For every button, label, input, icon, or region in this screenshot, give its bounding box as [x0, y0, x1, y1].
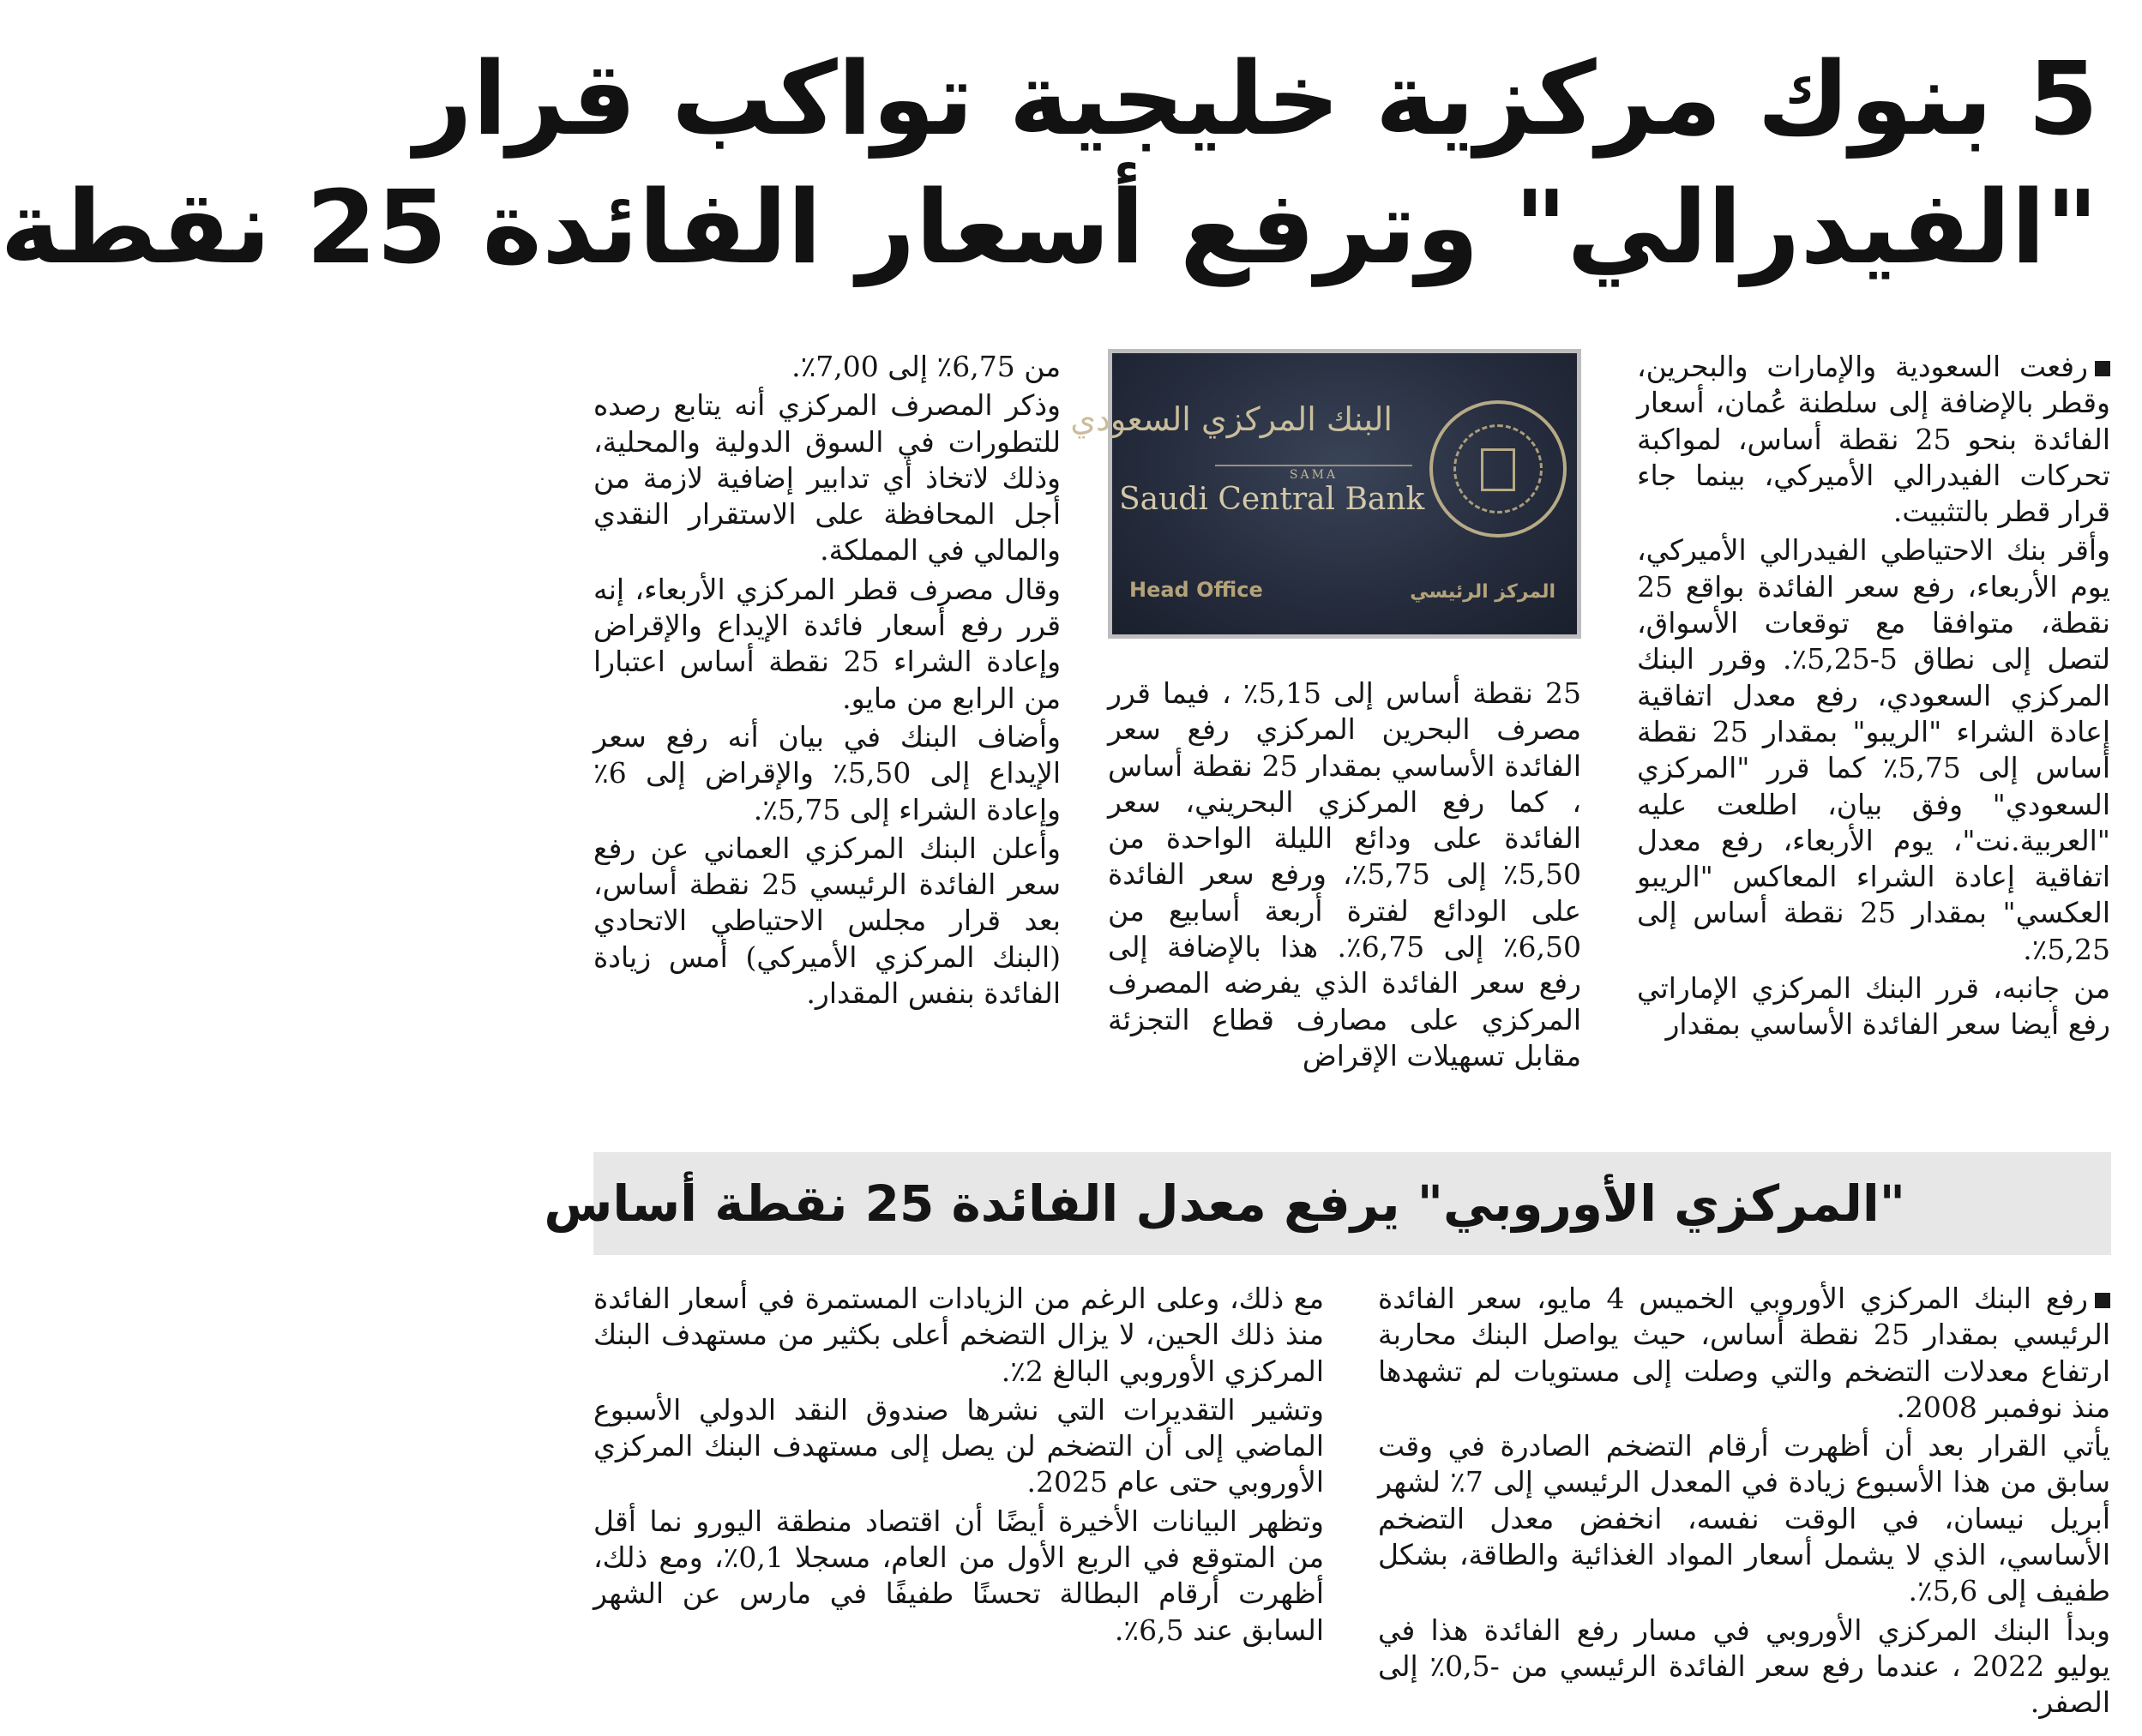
photo-english-name: Saudi Central Bank — [1119, 482, 1425, 517]
subheadline-bar — [544, 1152, 2111, 1255]
paragraph: 25 نقطة أساس إلى 5,15٪ ، فيما قرر مصرف البحرين المركزي رفع سعر الفائدة الأساسي بمقدار 25 نقطة أساس ، كما رفع المركزي البحريني، سعر الفائدة على ودائع الليلة الواحدة من 5,50٪ إلى 5,75٪، ورفع سعر الفائدة على الودائع لفترة أربعة أسابيع من 6,50٪ إلى 6,75٪. هذا بالإضافة إلى رفع سعر الفائدة الذي يفرضه المصرف المركزي على مصارف قطاع التجزئة مقابل تسهيلات الإقراض — [1108, 676, 1582, 1072]
headline-line-1: 5 بنوك مركزية خليجية تواكب قرار — [414, 39, 2098, 158]
paragraph: وتشير التقديرات التي نشرها صندوق النقد الدولي الأسبوع الماضي إلى أن التضخم لن يصل إلى مستهدف البنك المركزي الأوروبي حتى عام 2025. — [593, 1392, 1324, 1499]
photo-arabic-name: البنك المركزي السعودي — [1070, 400, 1393, 438]
paragraph: يأتي القرار بعد أن أظهرت أرقام التضخم الصادرة في وقت سابق من هذا الأسبوع زيادة في المعدل الرئيسي إلى 7٪ لشهر أبريل نيسان، في الوقت نفسه، انخفض معدل التضخم الأساسي، الذي لا يشمل أسعار المواد الغذائية والطاقة، بشكل طفيف إلى 5,6٪. — [1378, 1429, 2110, 1608]
bullet-square-icon — [2095, 361, 2110, 376]
sama-emblem-icon — [1429, 400, 1567, 538]
subheadline: "المركزي الأوروبي" يرفع معدل الفائدة 25 نقطة أساس — [544, 1174, 1905, 1233]
paragraph: وقال مصرف قطر المركزي الأربعاء، إنه قرر رفع أسعار فائدة الإيداع والإقراض وإعادة الشراء 25 نقطة أساس اعتبارا من الرابع من مايو. — [593, 572, 1062, 715]
photo-head-office-en: Head Office — [1129, 578, 1263, 602]
article2-column-left — [593, 1281, 1324, 1649]
paragraph: رفع البنك المركزي الأوروبي الخميس 4 مايو، سعر الفائدة الرئيسي بمقدار 25 نقطة أساس، حيث يواصل البنك محاربة ارتفاع معدلات التضخم والتي وصلت إلى مستويات لم تشهدها منذ نوفمبر 2008. — [1378, 1282, 2110, 1424]
photo-head-office-ar: المركز الرئيسي — [1410, 581, 1555, 603]
article2-column-right — [1378, 1281, 2110, 1721]
paragraph: وبدأ البنك المركزي الأوروبي في مسار رفع الفائدة هذا في يوليو 2022 ، عندما رفع سعر الفائدة الرئيسي من -0,5٪ إلى الصفر. — [1378, 1613, 2110, 1720]
paragraph: وأعلن البنك المركزي العماني عن رفع سعر الفائدة الرئيسي 25 نقطة أساس، بعد قرار مجلس الاحتياطي الاتحادي (البنك المركزي الأميركي) أمس زيادة الفائدة بنفس المقدار. — [593, 831, 1061, 1011]
paragraph: من جانبه، قرر البنك المركزي الإماراتي رفع أيضا سعر الفائدة الأساسي بمقدار — [1637, 971, 2110, 1042]
photo-sama-label: SAMA — [1215, 465, 1412, 482]
article1-column-right — [1637, 349, 2110, 1043]
paragraph: وذكر المصرف المركزي أنه يتابع رصده للتطورات في السوق الدولية والمحلية، وذلك لاتخاذ أي تدابير إضافية لازمة من أجل المحافظة على الاستقرار النقدي والمالي في المملكة. — [593, 388, 1061, 568]
paragraph: رفعت السعودية والإمارات والبحرين، وقطر بالإضافة إلى سلطنة عُمان، أسعار الفائدة بنحو 25 نقطة أساس، لمواكبة تحركات الفيدرالي الأميركي، بينما جاء قرار قطر بالتثبيت. — [1637, 350, 2110, 529]
bank-photo — [1070, 349, 1581, 639]
paragraph: وتظهر البيانات الأخيرة أيضًا أن اقتصاد منطقة اليورو نما أقل من المتوقع في الربع الأول من العام، مسجلا 0,1٪، ومع ذلك، أظهرت أرقام البطالة تحسنًا طفيفًا في مارس عن الشهر السابق عند 6,5٪. — [593, 1504, 1325, 1647]
paragraph: من 6,75٪ إلى 7,00٪. — [791, 350, 1061, 383]
paragraph: وأضاف البنك في بيان أنه رفع سعر الإيداع إلى 5,50٪ والإقراض إلى 6٪ وإعادة الشراء إلى 5,75٪. — [593, 719, 1061, 826]
headline — [0, 34, 2098, 291]
paragraph: مع ذلك، وعلى الرغم من الزيادات المستمرة في أسعار الفائدة منذ ذلك الحين، لا يزال التضخم أعلى بكثير من مستهدف البنك المركزي الأوروبي البالغ 2٪. — [593, 1282, 1324, 1388]
headline-line-2: "الفيدرالي" وترفع أسعار الفائدة 25 نقطة — [0, 168, 2098, 286]
paragraph: وأقر بنك الاحتياطي الفيدرالي الأميركي، يوم الأربعاء، رفع سعر الفائدة بواقع 25 نقطة، متوافقا مع توقعات الأسواق، لتصل إلى نطاق 5-5,25٪. وقرر البنك المركزي السعودي، رفع معدل اتفاقية إعادة الشراء "الريبو" بمقدار 25 نقطة أساس إلى 5,75٪ كما قرر "المركزي السعودي" وفق بيان، اطلعت عليه "العربية.نت"، يوم الأربعاء، رفع معدل اتفاقية إعادة الشراء المعاكس "الريبو العكسي" بمقدار 25 نقطة أساس إلى 5,25٪. — [1637, 533, 2111, 966]
article1-column-middle — [1108, 676, 1581, 1074]
article1-column-left — [593, 349, 1061, 1012]
bullet-square-icon — [2095, 1293, 2110, 1308]
